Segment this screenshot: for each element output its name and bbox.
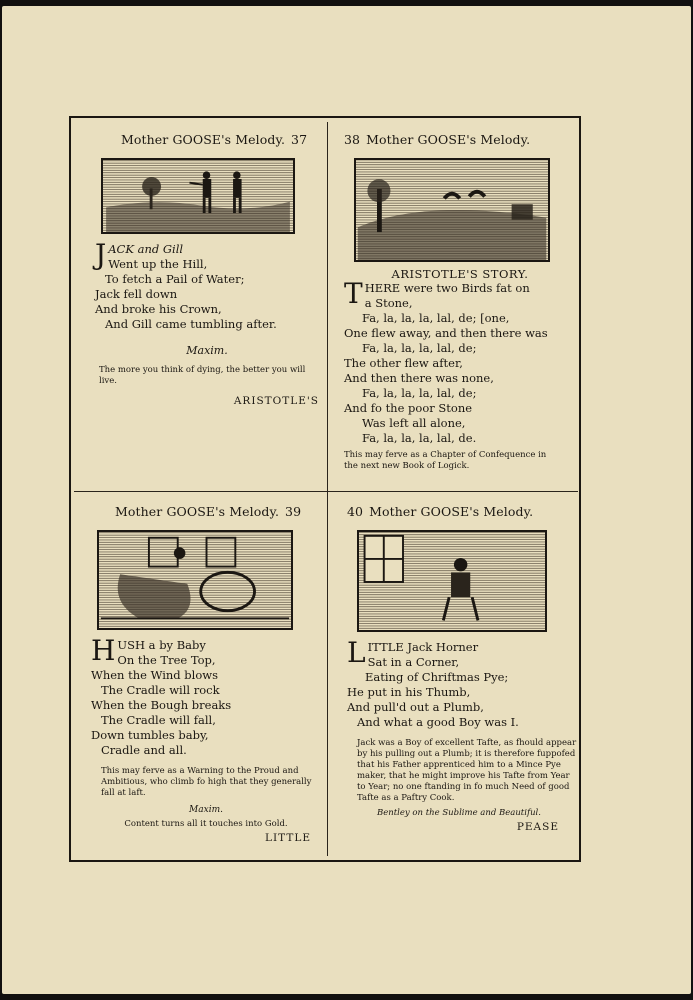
verse-line: He put in his Thumb, <box>347 685 471 699</box>
verse-line: When the Wind blows <box>91 668 219 682</box>
header-title: Mother GOOSE's Melody. <box>369 504 534 519</box>
attribution: ARISTOTLE'S <box>233 395 319 407</box>
verse-line: When the Bough breaks <box>91 698 232 712</box>
woodcut-cradle <box>97 530 293 630</box>
page-number: 40 <box>347 504 364 519</box>
verse-line: Went up the Hill, <box>108 257 208 271</box>
page-number: 39 <box>285 504 302 519</box>
verse-line: To fetch a Pail of Water; <box>105 272 245 286</box>
verse-line: Fa, la, la, la, lal, de. <box>362 431 477 445</box>
verse-line: Fa, la, la, la, lal, de; [one, <box>362 311 510 325</box>
verse-line: And what a good Boy was I. <box>357 715 519 729</box>
verse-line: The other flew after, <box>344 356 463 370</box>
maxim-text: Content turns all it touches into Gold. <box>124 819 288 829</box>
verse-line: And pull'd out a Plumb, <box>347 700 484 714</box>
verse-line: The Cradle will rock <box>101 683 220 697</box>
verse-line: Down tumbles baby, <box>91 728 209 742</box>
page-number: 37 <box>291 132 308 147</box>
verse <box>91 634 321 758</box>
page-paper <box>2 6 691 994</box>
woodcut-illustration <box>359 532 545 630</box>
maxim-label: Maxim. <box>186 344 228 357</box>
verse-line: Fa, la, la, la, lal, de; <box>362 341 477 355</box>
woodcut-illustration <box>103 160 293 232</box>
woodcut-jack-and-gill <box>101 158 295 234</box>
reference: Bentley on the Sublime and Beautiful. <box>377 808 541 818</box>
maxim-text: The more you think of dying, the better you will live. <box>99 365 306 386</box>
verse-line: And broke his Crown, <box>95 302 222 316</box>
panel-page-40 <box>347 504 577 854</box>
header-title: Mother GOOSE's Melody. <box>366 132 531 147</box>
maxim-label: Maxim. <box>189 805 223 815</box>
catchword: PEASE <box>516 821 559 833</box>
header-title: Mother GOOSE's Melody. <box>121 132 286 147</box>
woodcut-jack-horner <box>357 530 547 632</box>
panel-header <box>95 132 319 152</box>
header-title: Mother GOOSE's Melody. <box>115 504 280 519</box>
page-number: 38 <box>344 132 361 147</box>
note: Jack was a Boy of excellent Tafte, as fhould appear by his pulling out a Plumb; it is therefore fuppofed that his Father apprenticed him to a Mince Pye maker, that he might improve his Tafte from Year to Year; no one ftanding in fo much Need of good Tafte as a Paftry Cook. <box>357 738 577 803</box>
note: This may ferve as a Chapter of Confequence in the next new Book of Logick. <box>344 450 547 471</box>
note: This may ferve as a Warning to the Proud and Ambitious, who climb fo high that they generally fall at laft. <box>101 766 312 798</box>
panel-page-38 <box>344 132 576 487</box>
verse-line: a Stone, <box>364 296 413 310</box>
vertical-rule <box>327 122 328 856</box>
printed-plate <box>69 116 581 862</box>
verse-line: Jack fell down <box>95 287 178 301</box>
verse-line: Cradle and all. <box>101 743 187 757</box>
woodcut-illustration <box>99 532 291 628</box>
catchword: LITTLE <box>265 832 311 844</box>
woodcut-two-birds <box>354 158 550 262</box>
panel-header <box>344 132 576 152</box>
verse-line: LITTLE Jack Horner <box>347 636 479 669</box>
verse-line: HUSH a by Baby <box>91 634 206 667</box>
verse-line: Was left all alone, <box>362 416 466 430</box>
verse <box>347 636 577 730</box>
verse-line: And fo the poor Stone <box>344 401 473 415</box>
panel-header <box>91 504 321 524</box>
verse <box>95 238 319 332</box>
verse-line: Fa, la, la, la, lal, de; <box>362 386 477 400</box>
panel-page-37 <box>95 132 319 487</box>
horizontal-rule <box>74 491 578 492</box>
verse-line: On the Tree Top, <box>117 653 216 667</box>
verse-line: And then there was none, <box>344 371 494 385</box>
verse-line: Eating of Chriftmas Pye; <box>365 670 509 684</box>
woodcut-illustration <box>356 160 548 260</box>
verse-line: One flew away, and then there was <box>344 326 548 340</box>
verse-line: JACK and Gill <box>95 238 184 271</box>
verse-line: THERE were two Birds fat on <box>344 277 530 310</box>
panel-page-39 <box>91 504 321 854</box>
story-title: ARISTOTLE'S STORY. <box>391 267 529 281</box>
panel-header <box>347 504 577 524</box>
verse-line: The Cradle will fall, <box>101 713 216 727</box>
verse <box>344 277 576 446</box>
verse-line: Sat in a Corner, <box>367 655 460 669</box>
verse-line: And Gill came tumbling after. <box>105 317 277 331</box>
